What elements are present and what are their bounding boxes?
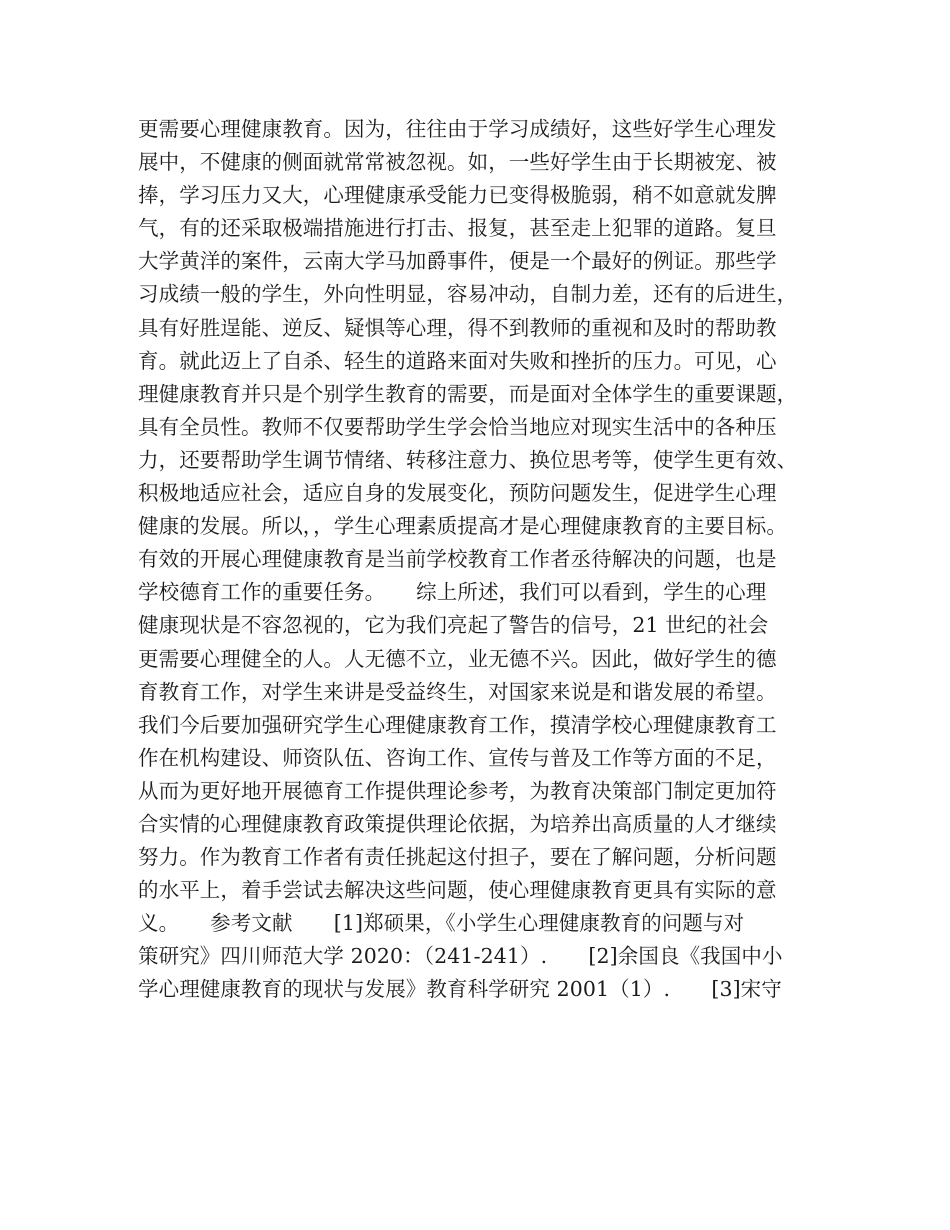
text-line: 我们今后要加强研究学生心理健康教育工作，摸清学校心理健康教育工 — [138, 712, 777, 737]
text-line: 更需要心理健全的人。人无德不立，业无德不兴。因此，做好学生的德 — [138, 646, 777, 671]
text-line: 具有全员性。教师不仅要帮助学生学会恰当地应对现实生活中的各种压 — [138, 414, 777, 439]
text-line: 大学黄洋的案件，云南大学马加爵事件，便是一个最好的例证。那些学 — [138, 249, 777, 274]
text-line: 作在机构建设、师资队伍、咨询工作、宣传与普及工作等方面的不足， — [138, 745, 777, 770]
text-line: 更需要心理健康教育。因为，往往由于学习成绩好，这些好学生心理发 — [138, 117, 777, 141]
text-line: 合实情的心理健康教育政策提供理论依据，为培养出高质量的人才继续 — [138, 811, 777, 836]
text-line: 策研究》四川师范大学 2020：（241-241）. [2]余国良《我国中小 — [138, 944, 783, 969]
text-line: 努力。作为教育工作者有责任挑起这付担子，要在了解问题，分析问题 — [138, 845, 777, 870]
text-line: 的水平上，着手尝试去解决这些问题，使心理健康教育更具有实际的意 — [138, 878, 777, 903]
body-text — [138, 113, 838, 1007]
text-line: 健康的发展。所以，，学生心理素质提高才是心理健康教育的主要目标。 — [138, 514, 787, 539]
text-line: 具有好胜逞能、逆反、疑惧等心理，得不到教师的重视和及时的帮助教 — [138, 315, 777, 340]
text-line: 育。就此迈上了自杀、轻生的道路来面对失败和挫折的压力。可见，心 — [138, 348, 777, 373]
text-line: 健康现状是不容忽视的，它为我们亮起了警告的信号，21 世纪的社会 — [138, 613, 769, 638]
text-line: 育教育工作，对学生来讲是受益终生，对国家来说是和谐发展的希望。 — [138, 679, 777, 704]
text-line: 展中，不健康的侧面就常常被忽视。如，一些好学生由于长期被宠、被 — [138, 150, 777, 175]
text-line: 从而为更好地开展德育工作提供理论参考，为教育决策部门制定更加符 — [138, 778, 777, 803]
text-line: 积极地适应社会，适应自身的发展变化，预防问题发生，促进学生心理 — [138, 481, 777, 506]
text-line: 义。 参考文献 [1]郑硕果，《小学生心理健康教育的问题与对 — [138, 911, 745, 936]
text-line: 习成绩一般的学生，外向性明显，容易冲动，自制力差，还有的后进生， — [138, 282, 798, 307]
text-line: 学校德育工作的重要任务。 综上所述，我们可以看到，学生的心理 — [138, 580, 767, 605]
text-line: 气，有的还采取极端措施进行打击、报复，甚至走上犯罪的道路。复旦 — [138, 216, 777, 241]
text-line: 有效的开展心理健康教育是当前学校教育工作者丞待解决的问题，也是 — [138, 547, 777, 572]
text-line: 理健康教育并只是个别学生教育的需要，而是面对全体学生的重要课题， — [138, 381, 798, 406]
text-line: 捧，学习压力又大，心理健康承受能力已变得极脆弱，稍不如意就发脾 — [138, 183, 777, 208]
text-line: 力，还要帮助学生调节情绪、转移注意力、换位思考等，使学生更有效、 — [138, 447, 798, 472]
text-line: 学心理健康教育的现状与发展》教育科学研究 2001（1）. [3]宋守 — [138, 977, 782, 1002]
